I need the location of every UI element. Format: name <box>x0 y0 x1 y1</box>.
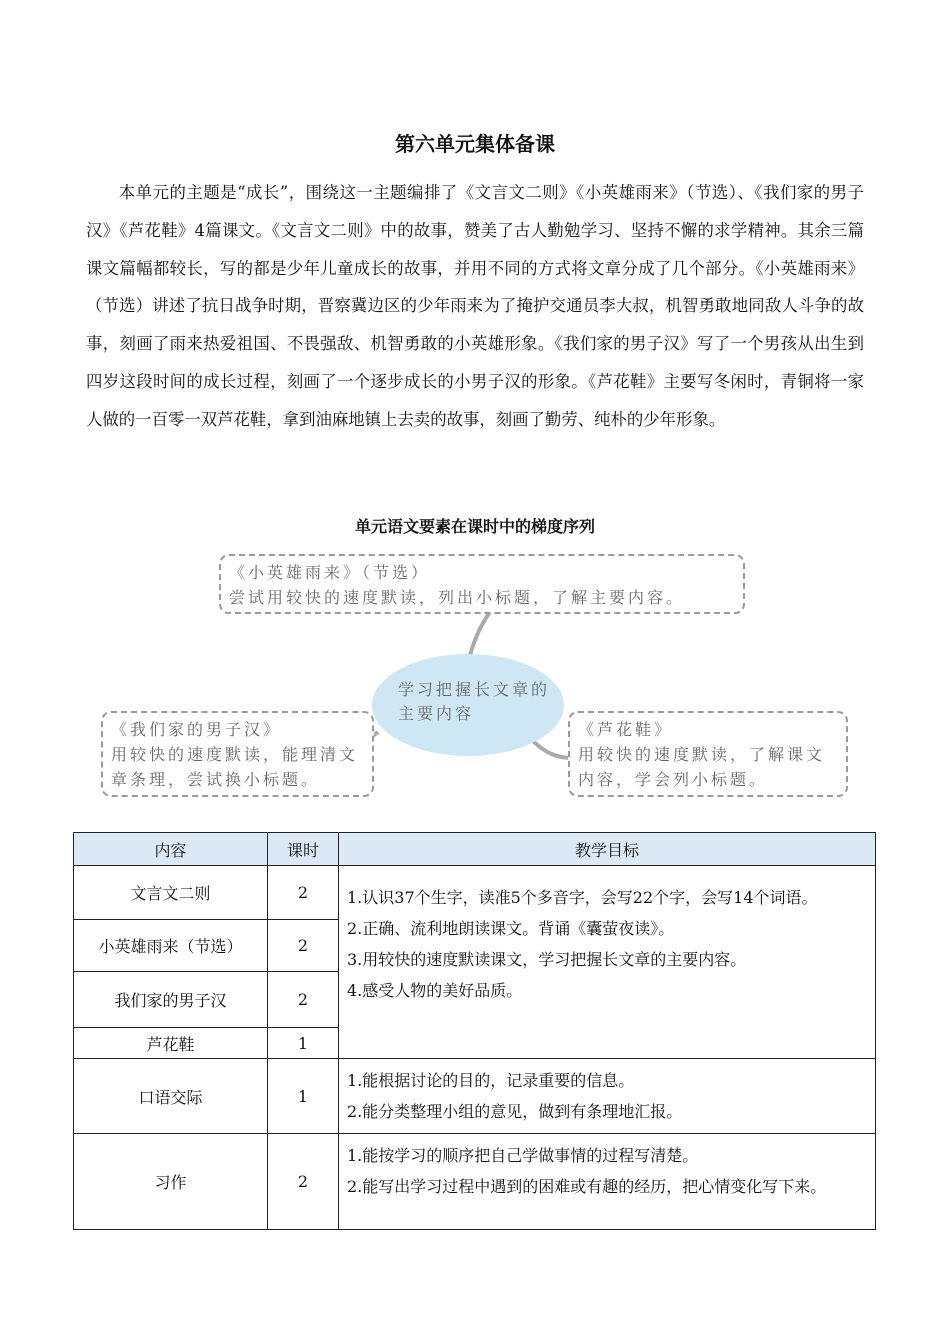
center-node-text: 学习把握长文章的主要内容 <box>398 680 551 723</box>
lesson-name: 习作 <box>74 1134 268 1230</box>
lesson-plan-table <box>73 832 876 1230</box>
lesson-name: 芦花鞋 <box>74 1028 268 1059</box>
goal-item: 1.能根据讨论的目的，记录重要的信息。 <box>347 1071 635 1090</box>
goal-item: 3.用较快的速度默读课文，学习把握长文章的主要内容。 <box>347 950 747 969</box>
lesson-name: 小英雄雨来（节选） <box>74 920 268 972</box>
intro-paragraph: 本单元的主题是“成长”，围绕这一主题编排了《文言文二则》《小英雄雨来》（节选）、《我们家的男子汉》《芦花鞋》4篇课文。《文言文二则》中的故事，赞美了古人勤勉学习、坚持不懈的求学精神。其余三篇课文篇幅都较长，写的都是少年儿童成长的故事，并用不同的方式将文章分成了几个部分。《小英雄雨来》（节选）讲述了抗日战争时期，晋察冀边区的少年雨来为了掩护交通员李大叔，机智勇敢地同敌人斗争的故事，刻画了雨来热爱祖国、不畏强敌、机智勇敢的小英雄形象。《我们家的男子汉》写了一个男孩从出生到四岁这段时间的成长过程，刻画了一个逐步成长的小男子汉的形象。《芦花鞋》主要写冬闲时，青铜将一家人做的一百零一双芦花鞋，拿到油麻地镇上去卖的故事，刻画了勤劳、纯朴的少年形象。 <box>86 183 864 429</box>
oral-goals <box>339 1059 876 1134</box>
goal-item: 2.能写出学习过程中遇到的困难或有趣的经历，把心情变化写下来。 <box>347 1177 827 1196</box>
lesson-hours: 2 <box>268 920 339 972</box>
table-row <box>74 866 876 920</box>
diagram-title: 单元语文要素在课时中的梯度序列 <box>354 517 595 536</box>
lesson-hours: 2 <box>268 1134 339 1230</box>
lesson-goals <box>339 866 876 1059</box>
branch-left-text: 用较快的速度默读，能理清文章条理，尝试换小标题。 <box>111 745 359 789</box>
table-header-row <box>74 833 876 866</box>
branch-box-right <box>568 711 848 797</box>
branch-left-title: 《我们家的男子汉》 <box>111 720 283 739</box>
goal-item: 4.感受人物的美好品质。 <box>347 981 523 1000</box>
branch-top-text: 尝试用较快的速度默读，列出小标题，了解主要内容。 <box>229 588 686 607</box>
header-goals: 教学目标 <box>339 833 876 866</box>
connector-right <box>532 740 572 758</box>
lesson-hours: 1 <box>268 1059 339 1134</box>
header-hours: 课时 <box>268 833 339 866</box>
goal-item: 1.认识37个生字，读准5个多音字，会写22个字，会写14个词语。 <box>347 888 818 907</box>
lesson-name: 我们家的男子汉 <box>74 972 268 1028</box>
branch-right-title: 《芦花鞋》 <box>578 720 674 739</box>
goal-item: 2.正确、流利地朗读课文。背诵《囊萤夜读》。 <box>347 919 675 938</box>
page-title: 第六单元集体备课 <box>395 132 555 156</box>
lesson-hours: 1 <box>268 1028 339 1059</box>
lesson-name: 口语交际 <box>74 1059 268 1134</box>
goal-item: 1.能按学习的顺序把自己学做事情的过程写清楚。 <box>347 1146 699 1165</box>
branch-right-text: 用较快的速度默读，了解课文内容，学会列小标题。 <box>578 745 826 789</box>
header-content: 内容 <box>74 833 268 866</box>
lesson-hours: 2 <box>268 972 339 1028</box>
goal-item: 2.能分类整理小组的意见，做到有条理地汇报。 <box>347 1102 683 1121</box>
table-row <box>74 1059 876 1134</box>
writing-goals <box>339 1134 876 1230</box>
branch-box-left <box>101 711 374 797</box>
branch-box-top <box>219 554 745 614</box>
lesson-hours: 2 <box>268 866 339 920</box>
table-row <box>74 1134 876 1230</box>
lesson-name: 文言文二则 <box>74 866 268 920</box>
branch-top-title: 《小英雄雨来》（节选） <box>229 563 431 582</box>
